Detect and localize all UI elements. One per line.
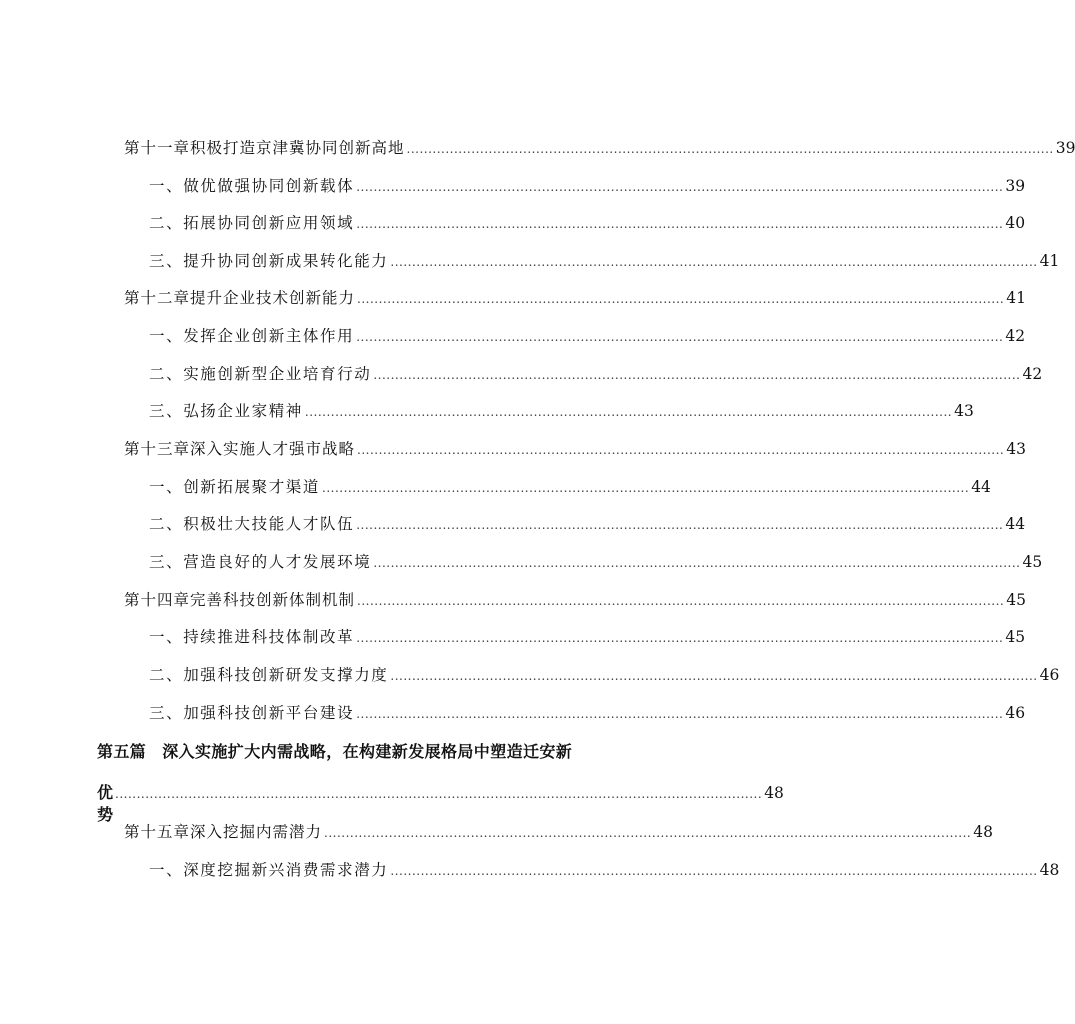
page-number: 42 [1022, 365, 1043, 383]
part-title-line2: 优势 [97, 783, 114, 824]
toc-chapter-15[interactable] [124, 822, 993, 842]
chapter-number: 第十五章 [124, 823, 191, 841]
dot-leader: ...................................................................................................................................................... [356, 518, 1004, 532]
dot-leader: ...................................................................................................................................................... [356, 631, 1004, 645]
chapter-title: 提升企业技术创新能力 [190, 289, 356, 307]
dot-leader: ...................................................................................................................................................... [390, 864, 1038, 878]
chapter-title: 完善科技创新体制机制 [190, 591, 356, 609]
section-title: 一、创新拓展聚才渠道 [149, 478, 321, 496]
part-title-line1: 深入实施扩大内需战略，在构建新发展格局中塑造迁安新 [162, 742, 573, 761]
chapter-number: 第十一章 [124, 139, 191, 157]
page-number: 46 [1039, 666, 1060, 684]
toc-chapter-14[interactable] [124, 590, 1026, 610]
page-number: 45 [1006, 591, 1026, 609]
page-number: 44 [971, 478, 991, 496]
page-number: 41 [1006, 289, 1026, 307]
chapter-number: 第十三章 [124, 440, 191, 458]
dot-leader: ...................................................................................................................................................... [373, 368, 1021, 382]
dot-leader: ...................................................................................................................................................... [356, 217, 1004, 231]
page-number: 45 [1022, 553, 1043, 571]
section-title: 三、弘扬企业家精神 [149, 402, 303, 420]
dot-leader: ...................................................................................................................................................... [357, 292, 1005, 306]
toc-chapter-13[interactable] [124, 439, 1026, 459]
toc-section[interactable] [149, 326, 1026, 346]
toc-section[interactable] [149, 477, 991, 497]
dot-leader: ...................................................................................................................................................... [115, 787, 763, 801]
page-number: 39 [1055, 139, 1075, 157]
toc-section[interactable] [149, 627, 1026, 647]
page-number: 41 [1039, 252, 1060, 270]
section-title: 一、做优做强协同创新载体 [149, 177, 355, 195]
section-title: 三、营造良好的人才发展环境 [149, 553, 372, 571]
page-number: 48 [764, 784, 784, 802]
dot-leader: ...................................................................................................................................................... [357, 594, 1005, 608]
toc-chapter-12[interactable] [124, 288, 1026, 308]
page-number: 43 [1006, 440, 1026, 458]
dot-leader: ...................................................................................................................................................... [373, 556, 1021, 570]
section-title: 三、提升协同创新成果转化能力 [149, 252, 389, 270]
toc-section[interactable] [149, 860, 1060, 880]
page-number: 48 [1039, 861, 1060, 879]
section-title: 二、积极壮大技能人才队伍 [149, 515, 355, 533]
toc-section[interactable] [149, 514, 1026, 534]
toc-part-5[interactable] [97, 741, 637, 763]
chapter-number: 第十四章 [124, 591, 191, 609]
chapter-title: 深入实施人才强市战略 [190, 440, 356, 458]
dot-leader: ...................................................................................................................................................... [356, 330, 1004, 344]
toc-part-5-continuation[interactable] [97, 782, 784, 826]
section-title: 一、持续推进科技体制改革 [149, 628, 355, 646]
page-number: 46 [1005, 704, 1026, 722]
page-number: 43 [954, 402, 974, 420]
part-number: 第五篇 [97, 742, 147, 761]
dot-leader: ...................................................................................................................................................... [322, 481, 970, 495]
chapter-title: 积极打造京津冀协同创新高地 [190, 139, 405, 157]
dot-leader: ...................................................................................................................................................... [356, 707, 1004, 721]
chapter-title: 深入挖掘内需潜力 [190, 823, 323, 841]
toc-section[interactable] [149, 364, 1043, 384]
dot-leader: ...................................................................................................................................................... [390, 669, 1038, 683]
section-title: 二、实施创新型企业培育行动 [149, 365, 372, 383]
dot-leader: ...................................................................................................................................................... [304, 405, 953, 419]
page-number: 40 [1005, 214, 1026, 232]
page-number: 45 [1005, 628, 1026, 646]
toc-section[interactable] [149, 401, 974, 421]
toc-section[interactable] [149, 251, 1060, 271]
page-number: 39 [1005, 177, 1026, 195]
dot-leader: ...................................................................................................................................................... [324, 826, 972, 840]
toc-section[interactable] [149, 665, 1060, 685]
page-number: 48 [973, 823, 993, 841]
dot-leader: ...................................................................................................................................................... [406, 142, 1054, 156]
chapter-number: 第十二章 [124, 289, 191, 307]
section-title: 一、深度挖掘新兴消费需求潜力 [149, 861, 389, 879]
dot-leader: ...................................................................................................................................................... [390, 255, 1038, 269]
dot-leader: ...................................................................................................................................................... [357, 443, 1005, 457]
section-title: 三、加强科技创新平台建设 [149, 704, 355, 722]
dot-leader: ...................................................................................................................................................... [356, 180, 1004, 194]
section-title: 二、加强科技创新研发支撑力度 [149, 666, 389, 684]
toc-section[interactable] [149, 703, 1026, 723]
section-title: 一、发挥企业创新主体作用 [149, 327, 355, 345]
toc-section[interactable] [149, 176, 1026, 196]
page-number: 44 [1005, 515, 1026, 533]
toc-chapter-11[interactable] [124, 138, 1075, 158]
section-title: 二、拓展协同创新应用领域 [149, 214, 355, 232]
page-number: 42 [1005, 327, 1026, 345]
toc-section[interactable] [149, 213, 1026, 233]
toc-section[interactable] [149, 552, 1043, 572]
